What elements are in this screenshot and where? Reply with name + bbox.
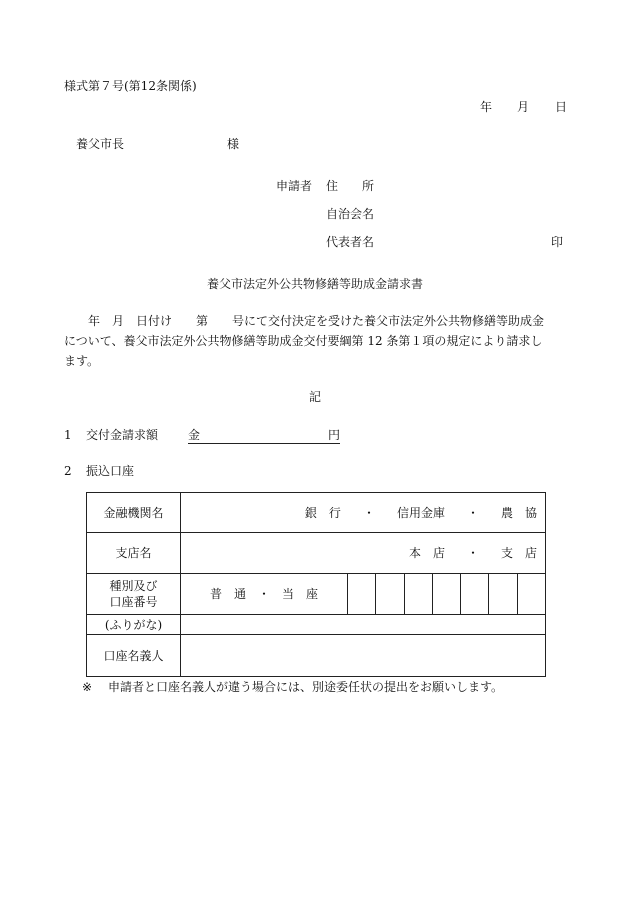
association-label: 自治会名 <box>326 207 375 221</box>
holder-input[interactable] <box>181 635 546 677</box>
item1-number: 1 <box>64 428 72 442</box>
account-digit-box[interactable] <box>517 574 545 614</box>
date-month: 月 <box>517 100 530 114</box>
note-mark: ※ <box>82 680 93 694</box>
branch-row <box>87 533 546 574</box>
bank-row <box>87 493 546 533</box>
account-digit-box[interactable] <box>347 574 375 614</box>
account-digit-box[interactable] <box>460 574 488 614</box>
account-digit-box[interactable] <box>404 574 432 614</box>
document-title: 養父市法定外公共物修繕等助成金請求書 <box>206 277 423 291</box>
account-type-options[interactable]: 普 通 ・ 当 座 <box>209 587 318 601</box>
account-number-boxes <box>347 574 545 614</box>
bank-account-table <box>86 492 546 677</box>
account-digit-box[interactable] <box>375 574 403 614</box>
amount-suffix: 円 <box>327 428 340 442</box>
form-number: 様式第７号(第12条関係) <box>64 79 197 93</box>
addressee-honorific: 様 <box>227 137 240 151</box>
body-line-3: ます。 <box>64 354 100 368</box>
type-label-line-2: 口座番号 <box>109 595 158 609</box>
furigana-input[interactable] <box>181 615 546 635</box>
representative-label: 代表者名 <box>326 235 375 249</box>
applicant-role: 申請者 <box>276 179 313 193</box>
date-year: 年 <box>480 100 493 114</box>
bank-label: 金融機関名 <box>87 493 181 533</box>
bank-option-credit-union: 信用金庫 <box>396 505 445 520</box>
branch-option-dot: ・ <box>466 546 479 560</box>
type-cell <box>181 574 546 615</box>
type-label-line-1: 種別及び <box>109 579 158 593</box>
body-line-2: について、養父市法定外公共物修繕等助成金交付要綱第 12 条第１項の規定により請求し <box>64 334 543 348</box>
furigana-row <box>87 615 546 635</box>
bank-options <box>181 507 537 519</box>
item1-label: 交付金請求額 <box>86 428 159 442</box>
address-label: 住 所 <box>326 179 375 193</box>
type-label <box>87 574 181 615</box>
branch-options <box>181 547 537 559</box>
bank-option-dot-2: ・ <box>466 505 479 520</box>
body-line-1: 年 月 日付け 第 号にて交付決定を受けた養父市法定外公共物修繕等助成金 <box>88 314 545 328</box>
branch-input[interactable] <box>181 533 546 574</box>
holder-row <box>87 635 546 677</box>
bank-option-bank: 銀 行 <box>304 505 341 520</box>
ki-heading: 記 <box>309 390 322 404</box>
bank-input[interactable] <box>181 493 546 533</box>
item2-label: 振込口座 <box>86 464 135 478</box>
account-digit-box[interactable] <box>488 574 516 614</box>
branch-option-branch: 支 店 <box>500 546 537 560</box>
note-text: 申請者と口座名義人が違う場合には、別途委任状の提出をお願いします。 <box>108 680 504 694</box>
item2-number: 2 <box>64 464 72 478</box>
bank-option-agri: 農 協 <box>500 505 537 520</box>
date-day: 日 <box>555 100 568 114</box>
addressee-name: 養父市長 <box>76 137 125 151</box>
bank-option-dot-1: ・ <box>362 505 375 520</box>
furigana-label: (ふりがな) <box>87 615 181 635</box>
holder-label: 口座名義人 <box>87 635 181 677</box>
amount-prefix: 金 <box>188 428 201 442</box>
type-row <box>87 574 546 615</box>
branch-option-main: 本 店 <box>408 546 445 560</box>
amount-field[interactable] <box>188 429 340 444</box>
seal-mark: 印 <box>551 235 564 249</box>
branch-label: 支店名 <box>87 533 181 574</box>
account-digit-box[interactable] <box>432 574 460 614</box>
